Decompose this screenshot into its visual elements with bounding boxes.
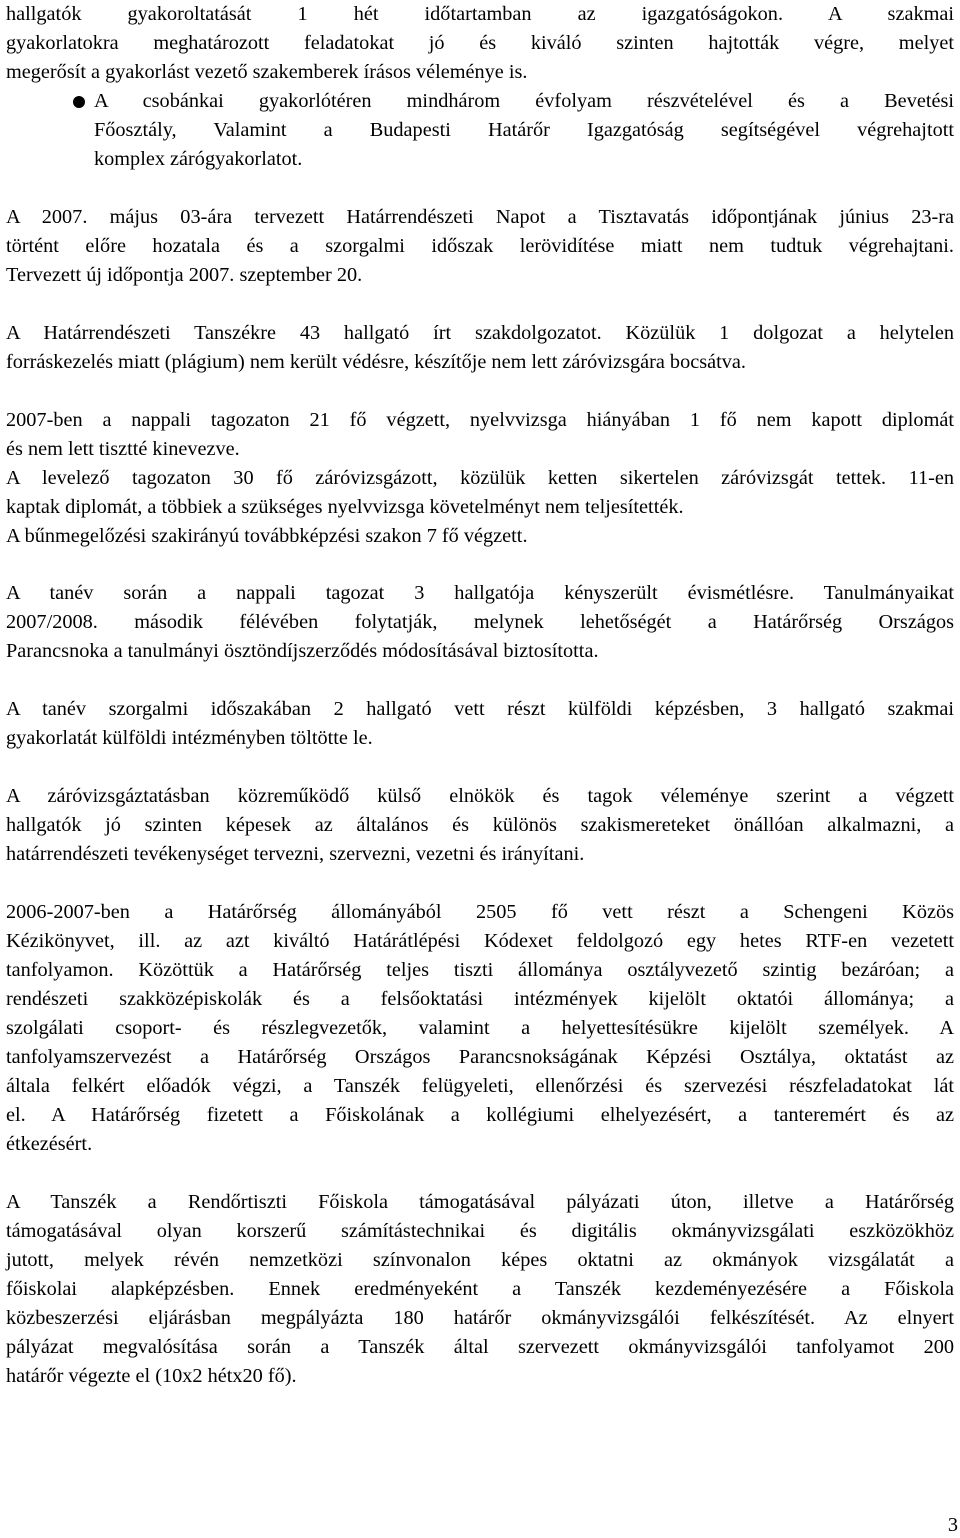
paragraph-line: jutott, melyek révén nemzetközi színvonalon képes oktatni az okmányok vizsgálatát a: [6, 1249, 954, 1271]
paragraph-line: tanfolyamszervezést a Határőrség Országos Parancsnokságának Képzési Osztálya, oktatást az: [6, 1046, 954, 1068]
paragraph-line: 2006-2007-ben a Határőrség állományából 2505 fő vett részt a Schengeni Közös: [6, 901, 954, 923]
paragraph-line: szolgálati csoport- és részlegvezetők, valamint a helyettesítésükre kijelölt személyek. A: [6, 1017, 954, 1039]
paragraph-line: A levelező tagozaton 30 fő záróvizsgázott, közülük ketten sikertelen záróvizsgát tettek. 11-en: [6, 467, 954, 489]
paragraph-line: határőr végezte el (10x2 hétx20 fő).: [6, 1365, 297, 1387]
intro-line: gyakorlatokra meghatározott feladatokat jó és kiváló szinten hajtották végre, melyet: [6, 32, 954, 54]
paragraph-line: A tanév szorgalmi időszakában 2 hallgató vett részt külföldi képzésben, 3 hallgató szakmai: [6, 698, 954, 720]
paragraph-line: A záróvizsgáztatásban közreműködő külső elnökök és tagok véleménye szerint a végzett: [6, 785, 954, 807]
paragraph-line: Kézikönyvet, ill. az azt kiváltó Határátlépési Kódexet feldolgozó egy hetes RTF-en vezetett: [6, 930, 954, 952]
bullet-item-line: Főosztály, Valamint a Budapesti Határőr Igazgatóság segítségével végrehajtott: [94, 119, 954, 141]
paragraph-line: közbeszerzési eljárásban megpályázta 180 határőr okmányvizsgálói felkészítését. Az elnyert: [6, 1307, 954, 1329]
paragraph-line: A 2007. május 03-ára tervezett Határrendészeti Napot a Tisztavatás időpontjának június 23-ra: [6, 206, 954, 228]
paragraph-line: Tervezett új időpontja 2007. szeptember 20.: [6, 264, 363, 286]
paragraph-line: A Tanszék a Rendőrtiszti Főiskola támogatásával pályázati úton, illetve a Határőrség: [6, 1191, 954, 1213]
paragraph-line: és nem lett tisztté kinevezve.: [6, 438, 240, 460]
bullet-item-line: A csobánkai gyakorlótéren mindhárom évfolyam részvételével és a Bevetési: [94, 90, 954, 112]
paragraph-line: el. A Határőrség fizetett a Főiskolának a kollégiumi elhelyezésért, a tanteremért és az: [6, 1104, 954, 1126]
paragraph-line: tanfolyamon. Közöttük a Határőrség teljes tiszti állománya osztályvezető szintig bezáróan; a: [6, 959, 954, 981]
paragraph-line: kaptak diplomát, a többiek a szükséges nyelvvizsga követelményt nem teljesítették.: [6, 496, 684, 518]
intro-line: megerősít a gyakorlást vezető szakemberek írásos véleménye is.: [6, 61, 528, 83]
page-number: 3: [947, 1514, 958, 1536]
paragraph-line: hallgatók jó szinten képesek az általános és különös szakismereteket önállóan alkalmazni, a: [6, 814, 954, 836]
paragraph-line: történt előre hozatala és a szorgalmi időszak lerövidítése miatt nem tudtuk végrehajtani.: [6, 235, 954, 257]
paragraph-line: 2007-ben a nappali tagozaton 21 fő végzett, nyelvvizsga hiányában 1 fő nem kapott diplomát: [6, 409, 954, 431]
paragraph-line: általa felkért előadók végzi, a Tanszék felügyeleti, ellenőrzési és szervezési részfeladatokat lát: [6, 1075, 954, 1097]
intro-line: hallgatók gyakoroltatását 1 hét időtartamban az igazgatóságokon. A szakmai: [6, 3, 954, 25]
paragraph-line: A tanév során a nappali tagozat 3 hallgatója kényszerült évismétlésre. Tanulmányaikat: [6, 582, 954, 604]
paragraph-line: A Határrendészeti Tanszékre 43 hallgató írt szakdolgozatot. Közülük 1 dolgozat a helytelen: [6, 322, 954, 344]
paragraph-line: étkezésért.: [6, 1133, 93, 1155]
paragraph-line: határrendészeti tevékenységet tervezni, szervezni, vezetni és irányítani.: [6, 843, 585, 865]
paragraph-line: pályázat megvalósítása során a Tanszék által szervezett okmányvizsgálói tanfolyamot 200: [6, 1336, 954, 1358]
paragraph-line: A bűnmegelőzési szakirányú továbbképzési szakon 7 fő végzett.: [6, 525, 528, 547]
paragraph-line: Parancsnoka a tanulmányi ösztöndíjszerződés módosításával biztosította.: [6, 640, 599, 662]
paragraph-line: 2007/2008. második félévében folytatják, melynek lehetőségét a Határőrség Országos: [6, 611, 954, 633]
paragraph-line: rendészeti szakközépiskolák és a felsőoktatási intézmények kijelölt oktatói állománya; a: [6, 988, 954, 1010]
paragraph-line: főiskolai alapképzésben. Ennek eredményeként a Tanszék kezdeményezésére a Főiskola: [6, 1278, 954, 1300]
bullet-item-line: komplex zárógyakorlatot.: [94, 148, 303, 170]
bullet-icon: [73, 96, 85, 108]
paragraph-line: támogatásával olyan korszerű számítástechnikai és digitális okmányvizsgálati eszközökhöz: [6, 1220, 954, 1242]
paragraph-line: gyakorlatát külföldi intézményben töltötte le.: [6, 727, 373, 749]
paragraph-line: forráskezelés miatt (plágium) nem került védésre, készítője nem lett záróvizsgára bocsátva.: [6, 351, 746, 373]
